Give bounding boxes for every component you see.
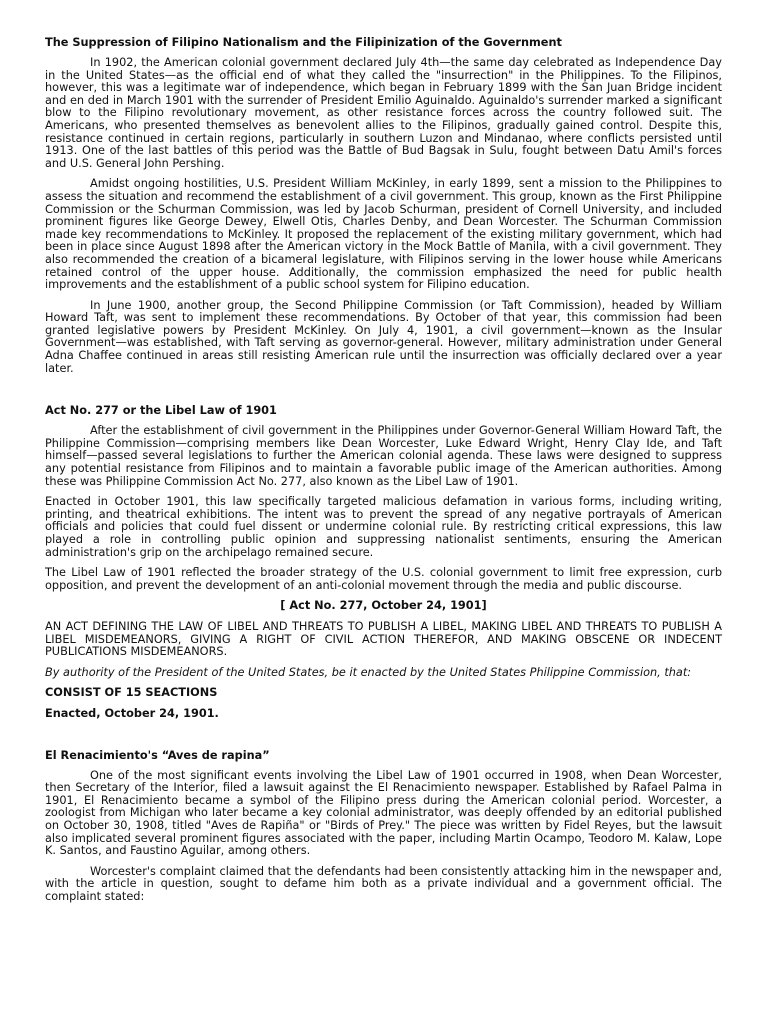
- paragraph: Amidst ongoing hostilities, U.S. President William McKinley, in early 1899, sent a mission to the Philippines to assess the situation and recommend the establishment of a civil government. This group, known as the First Philippine Commission or the Schurman Commission, was led by Jacob Schurman, president of Cornell University, and included prominent figures like George Dewey, Elwell Otis, Charles Denby, and Dean Worcester. The Schurman Commission made key recommendations to McKinley. It proposed the replacement of the existing military government, which had been in place since August 1898 after the American victory in the Mock Battle of Manila, with a civil government. They also recommended the creation of a bicameral legislature, with Filipinos serving in the lower house while Americans retained control of the upper house. Additionally, the commission emphasized the need for public health improvements and the establishment of a public school system for Filipino education.: [45, 177, 722, 292]
- paragraph: In June 1900, another group, the Second Philippine Commission (or Taft Commission), headed by William Howard Taft, was sent to implement these recommendations. By October of that year, this commission had been granted legislative powers by President McKinley. On July 4, 1901, a civil government—known as the Insular Government—was established, with Taft serving as governor-general. However, military administration under General Adna Chaffee continued in areas still resisting American rule until the insurrection was officially declared over a year later.: [45, 298, 722, 375]
- paragraph: One of the most significant events involving the Libel Law of 1901 occurred in 1908, when Dean Worcester, then Secretary of the Interior, filed a lawsuit against the El Renacimiento newspaper. Established by Rafael Palma in 1901, El Renacimiento became a symbol of the Filipino press during the American colonial period. Worcester, a zoologist from Michigan who later became a key colonial administrator, was deeply offended by an editorial published on October 30, 1908, titled "Aves de Rapiña" or "Birds of Prey." The piece was written by Fidel Reyes, but the lawsuit also implicated several prominent figures associated with the paper, including Martin Ocampo, Teodoro M. Kalaw, Lope K. Santos, and Faustino Aguilar, among others.: [45, 768, 722, 858]
- paragraph: After the establishment of civil government in the Philippines under Governor-General William Howard Taft, the Philippine Commission—comprising members like Dean Worcester, Luke Edward Wright, Henry Clay Ide, and Taft himself—passed several legislations to further the American colonial agenda. These laws were designed to suppress any potential resistance from Filipinos and to maintain a favorable public image of the American authorities. Among these was Philippine Commission Act No. 277, also known as the Libel Law of 1901.: [45, 424, 722, 488]
- paragraph: In 1902, the American colonial government declared July 4th—the same day celebrated as Independence Day in the United States—as the official end of what they called the "insurrection" in the Philippines. To the Filipinos, however, this was a legitimate war of independence, which began in February 1899 with the San Juan Bridge incident and en ded in March 1901 with the surrender of President Emilio Aguinaldo. Aguinaldo's surrender marked a significant blow to the Filipino revolutionary movement, as other resistance forces across the country followed suit. The Americans, who presented themselves as benevolent allies to the Filipinos, gradually gained control. Despite this, resistance continued in certain regions, particularly in southern Luzon and Mindanao, where conflicts persisted until 1913. One of the last battles of this period was the Battle of Bud Bagsak in Sulu, fought between Datu Amil's forces and U.S. General John Pershing.: [45, 56, 722, 170]
- act-heading: [ Act No. 277, October 24, 1901]: [280, 599, 487, 613]
- consist-note: CONSIST OF 15 SEACTIONS: [45, 686, 218, 700]
- authority-clause: By authority of the President of the United States, be it enacted by the United States Philippine Commission, that:: [45, 665, 692, 679]
- act-title: AN ACT DEFINING THE LAW OF LIBEL AND THREATS TO PUBLISH A LIBEL, MAKING LIBEL AND THREATS TO PUBLISH A LIBEL MISDEMEANORS, GIVING A RIGHT OF CIVIL ACTION THEREFOR, AND MAKING OBSCENE OR INDECENT PUBLICATIONS MISDEMEANORS.: [45, 619, 722, 659]
- paragraph: Worcester's complaint claimed that the defendants had been consistently attacking him in the newspaper and, with the article in question, sought to defame him both as a private individual and a government official. The complaint stated:: [45, 864, 722, 903]
- section-title-libel-law: Act No. 277 or the Libel Law of 1901: [45, 404, 277, 418]
- enacted-date: Enacted, October 24, 1901.: [45, 706, 219, 720]
- section-title-renacimiento: El Renacimiento's “Aves de rapina”: [45, 748, 270, 762]
- section-title-suppression: The Suppression of Filipino Nationalism and the Filipinization of the Government: [45, 36, 562, 49]
- paragraph: Enacted in October 1901, this law specifically targeted malicious defamation in various forms, including writing, printing, and theatrical exhibitions. The intent was to prevent the spread of any negative portrayals of American officials and policies that could fuel dissent or undermine colonial rule. By restricting critical expressions, this law played a role in controlling public opinion and suppressing nationalist sentiments, ensuring the American administration's grip on the archipelago remained secure.: [45, 495, 722, 559]
- paragraph: The Libel Law of 1901 reflected the broader strategy of the U.S. colonial government to limit free expression, curb opposition, and prevent the development of an anti-colonial movement through the media and public discourse.: [45, 566, 722, 592]
